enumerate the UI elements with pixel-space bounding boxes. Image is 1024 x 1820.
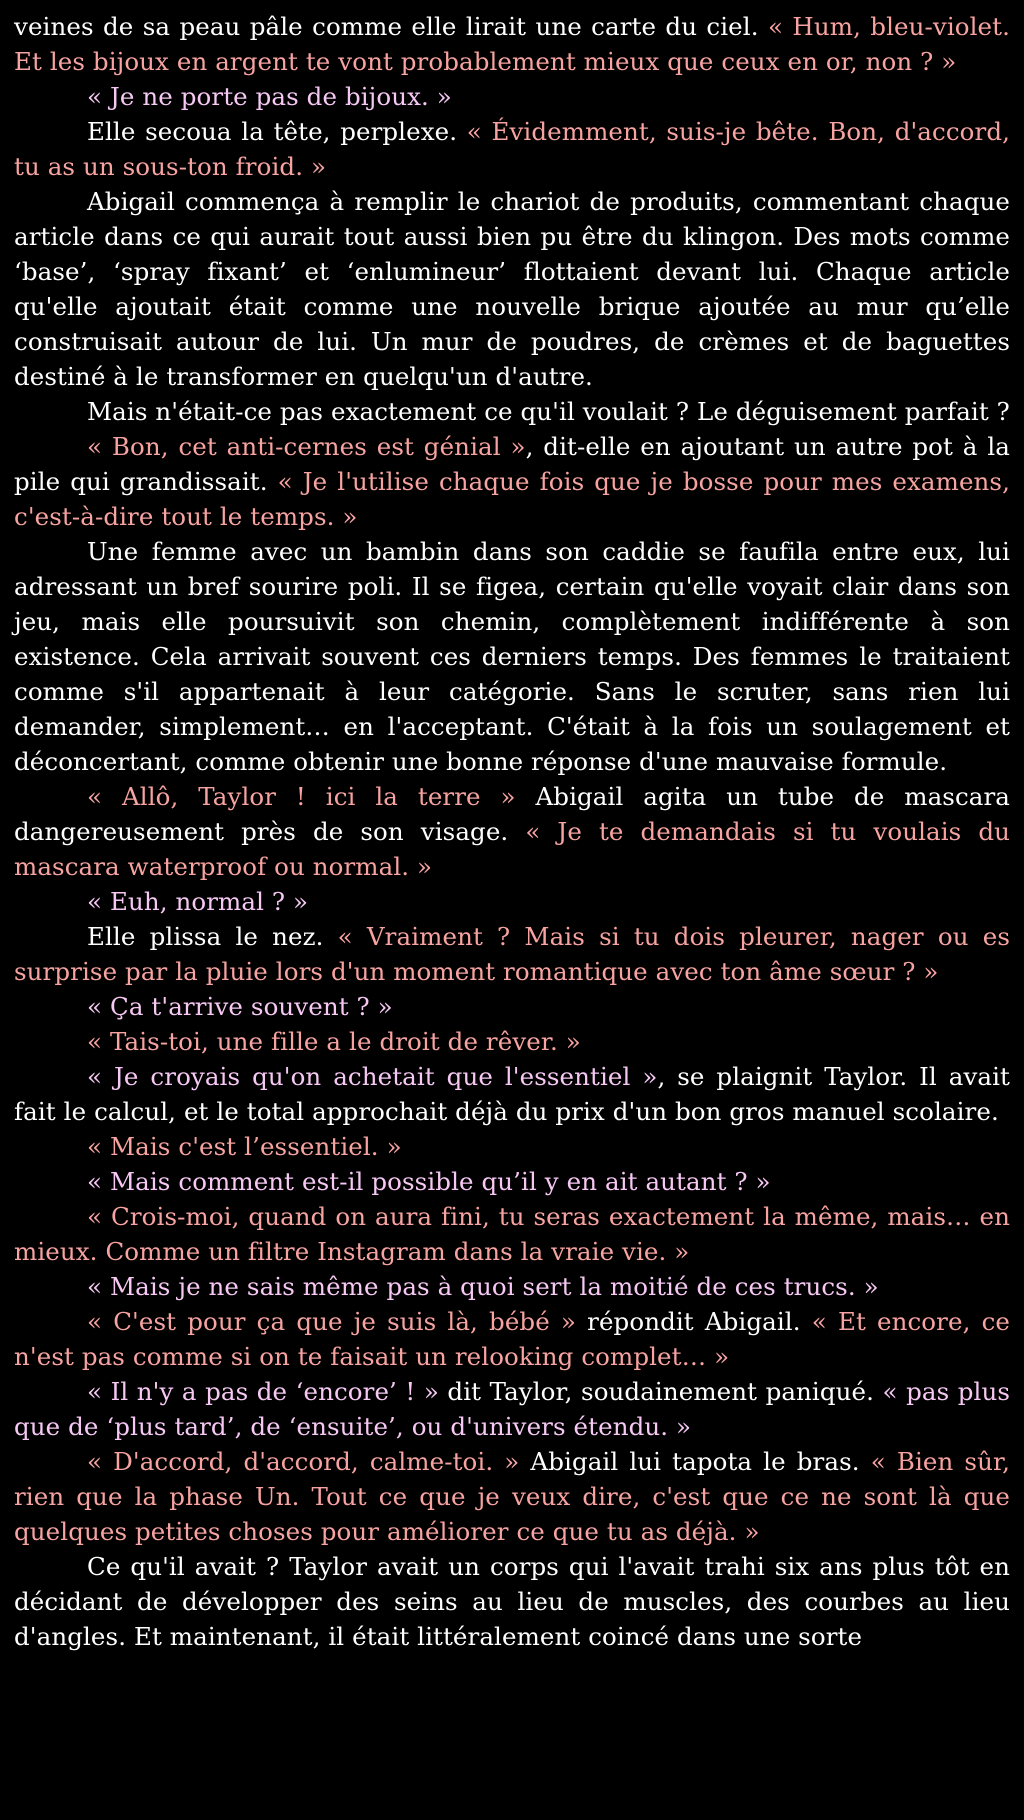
- narration-text: Ce qu'il avait ? Taylor avait un corps qui l'avait trahi six ans plus tôt en décidant de développer des seins au lieu de muscles, des courbes au lieu d'angles. Et maintenant, il était littéralement coincé dans une sorte: [14, 1552, 1010, 1651]
- dialogue-taylor: « Euh, normal ? »: [87, 887, 309, 916]
- paragraph: [14, 1549, 1010, 1654]
- dialogue-taylor: « pas plus que de ‘plus tard’, de ‘ensuite’, ou d'univers étendu. »: [14, 1377, 1011, 1441]
- dialogue-taylor: « Mais comment est-il possible qu’il y en ait autant ? »: [87, 1167, 771, 1196]
- dialogue-abigail: « Mais c'est l’essentiel. »: [87, 1132, 402, 1161]
- dialogue-abigail: « Je l'utilise chaque fois que je bosse pour mes examens, c'est-à-dire tout le temps. »: [14, 467, 1010, 531]
- paragraph: [14, 184, 1010, 394]
- dialogue-taylor: « Je ne porte pas de bijoux. »: [87, 82, 452, 111]
- narration-text: Abigail agita un tube de mascara dangereusement près de son visage.: [14, 782, 1010, 846]
- dialogue-abigail: « Je te demandais si tu voulais du mascara waterproof ou normal. »: [14, 817, 1010, 881]
- paragraph: [14, 1444, 1010, 1549]
- narration-text: Mais n'était-ce pas exactement ce qu'il voulait ? Le déguisement parfait ?: [87, 397, 1010, 426]
- paragraph: [14, 779, 1010, 884]
- dialogue-abigail: « Bon, cet anti-cernes est génial »: [87, 432, 526, 461]
- dialogue-abigail: « C'est pour ça que je suis là, bébé »: [87, 1307, 577, 1336]
- dialogue-abigail: « Allô, Taylor ! ici la terre »: [87, 782, 516, 811]
- dialogue-abigail: « Vraiment ? Mais si tu dois pleurer, nager ou es surprise par la pluie lors d'un moment romantique avec ton âme sœur ? »: [14, 922, 1011, 986]
- narration-text: Abigail lui tapota le bras.: [519, 1447, 871, 1476]
- narration-text: Elle secoua la tête, perplexe.: [87, 117, 467, 146]
- paragraph: [14, 114, 1010, 184]
- narration-text: Elle plissa le nez.: [87, 922, 338, 951]
- narration-text: dit Taylor, soudainement paniqué.: [438, 1377, 883, 1406]
- paragraph: [14, 884, 1010, 919]
- paragraph: [14, 1304, 1010, 1374]
- paragraph: [14, 1024, 1010, 1059]
- paragraph: [14, 1199, 1010, 1269]
- paragraph: [14, 1059, 1010, 1129]
- dialogue-abigail: « Crois-moi, quand on aura fini, tu seras exactement la même, mais… en mieux. Comme un filtre Instagram dans la vraie vie. »: [14, 1202, 1010, 1266]
- paragraph: [14, 1269, 1010, 1304]
- paragraph: [14, 1164, 1010, 1199]
- dialogue-abigail: « D'accord, d'accord, calme-toi. »: [87, 1447, 520, 1476]
- dialogue-taylor: « Ça t'arrive souvent ? »: [87, 992, 393, 1021]
- narration-text: Abigail commença à remplir le chariot de produits, commentant chaque article dans ce qui aurait tout aussi bien pu être du klingon. Des mots comme ‘base’, ‘spray fixant’ et ‘enlumineur’ flottaient devant lui. Chaque article qu'elle ajoutait était comme une nouvelle brique ajoutée au mur qu’elle construisait autour de lui. Un mur de poudres, de crèmes et de baguettes destiné à le transformer en quelqu'un d'autre.: [14, 187, 1010, 391]
- narration-text: Une femme avec un bambin dans son caddie se faufila entre eux, lui adressant un bref sourire poli. Il se figea, certain qu'elle voyait clair dans son jeu, mais elle poursuivit son chemin, complètement indifférente à son existence. Cela arrivait souvent ces derniers temps. Des femmes le traitaient comme s'il appartenait à leur catégorie. Sans le scruter, sans rien lui demander, simplement… en l'acceptant. C'était à la fois un soulagement et déconcertant, comme obtenir une bonne réponse d'une mauvaise formule.: [14, 537, 1010, 776]
- dialogue-abigail: « Hum, bleu-violet. Et les bijoux en argent te vont probablement mieux que ceux en or, non ? »: [14, 12, 1010, 76]
- paragraph: [14, 989, 1010, 1024]
- dialogue-taylor: « Je croyais qu'on achetait que l'essentiel »: [87, 1062, 658, 1091]
- narration-text: veines de sa peau pâle comme elle lirait une carte du ciel.: [14, 12, 768, 41]
- paragraph: [14, 1374, 1010, 1444]
- paragraph: [14, 1129, 1010, 1164]
- dialogue-abigail: « Et encore, ce n'est pas comme si on te faisait un relooking complet… »: [14, 1307, 1010, 1371]
- dialogue-abigail: « Tais-toi, une fille a le droit de rêver. »: [87, 1027, 581, 1056]
- narration-text: répondit Abigail.: [576, 1307, 812, 1336]
- paragraph: [14, 9, 1010, 79]
- paragraph: [14, 429, 1010, 534]
- narration-text: , dit-elle en ajoutant un autre pot à la pile qui grandissait.: [14, 432, 1010, 496]
- paragraph: [14, 534, 1010, 779]
- dialogue-taylor: « Il n'y a pas de ‘encore’ ! »: [87, 1377, 439, 1406]
- dialogue-abigail: « Bien sûr, rien que la phase Un. Tout ce que je veux dire, c'est que ce ne sont là que quelques petites choses pour améliorer ce que tu as déjà. »: [14, 1447, 1010, 1546]
- paragraph: [14, 919, 1010, 989]
- paragraph: [14, 79, 1010, 114]
- dialogue-taylor: « Mais je ne sais même pas à quoi sert la moitié de ces trucs. »: [87, 1272, 879, 1301]
- paragraph: [14, 394, 1010, 429]
- narration-text: , se plaignit Taylor. Il avait fait le calcul, et le total approchait déjà du prix d'un bon gros manuel scolaire.: [14, 1062, 1010, 1126]
- dialogue-abigail: « Évidemment, suis-je bête. Bon, d'accord, tu as un sous-ton froid. »: [14, 117, 1010, 181]
